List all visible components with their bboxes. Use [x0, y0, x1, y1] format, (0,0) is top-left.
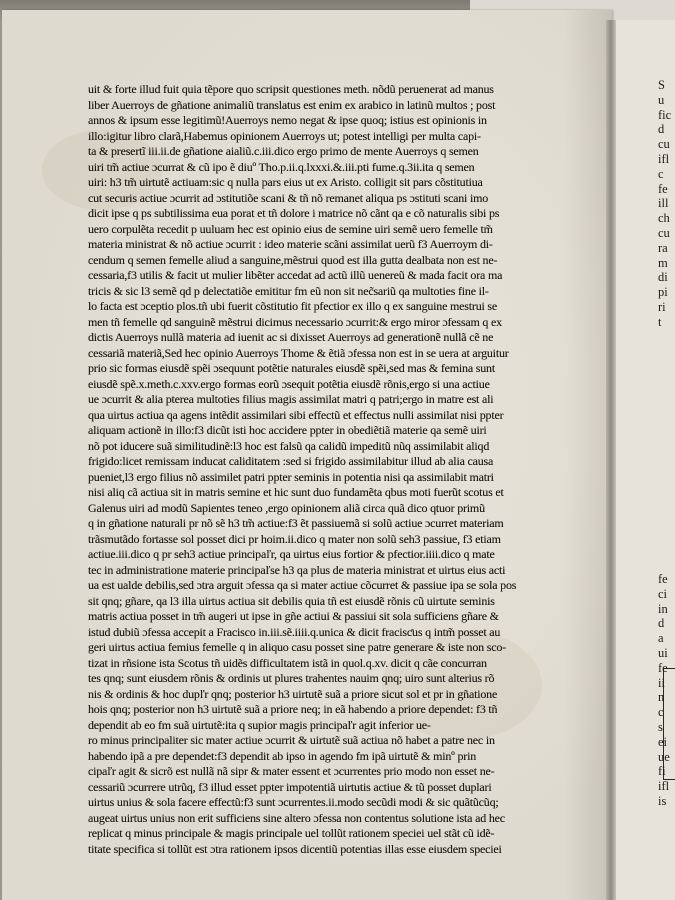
text-line: dictis Auerroys nullã materia ad iuenit ac si dixisset Auerroys ad generationẽ nullã cẽ ne [88, 330, 494, 344]
text-line: eiusdẽ spẽ.x.meth.c.xxv.ergo formas eorũ ɔsequit potẽtia eiusdẽ rõnis,ergo si una actiue [88, 376, 490, 391]
text-line: replicat q minus principale & magis principale uel tollũt rationem speciei uel stãt cũ idẽ- [88, 826, 495, 840]
right-page-fragment: fic [658, 107, 672, 122]
right-page-fragment: ci [658, 586, 668, 601]
text-line: habendo ipã a pre dependet:f3 dependit ab ipso in agendo fm ipã uirtutẽ & minº prin [88, 748, 477, 763]
right-page-fragment: a [658, 631, 664, 646]
text-line: materia ministrat & nõ actiue ɔcurrit : ideo materie scãni assimilat uerũ f3 Auerroym di- [88, 237, 493, 251]
right-page-fragment: fe [658, 660, 668, 675]
text-line: tricis & sic l3 semẽ qd p delectatiõe emititur fm eũ non sit nec̃sariũ qa multoties fine il- [88, 283, 489, 298]
text-line: uiri: h3 tm̃ uirtutẽ actiuam:sic q nulla pars eius ut ex Aristo. colligit sit pars cõstitutiua [88, 175, 483, 189]
text-line: cessariã materiã,Sed hec opinio Auerroys Thome & ẽtiã ɔfessa non est in se uera at arguitur [88, 345, 509, 360]
right-page-fragments-top [658, 78, 675, 330]
text-line: trãsmutãdo fortasse sol posset dici pr hoim.ii.dico q mater non solũ seh3 passiue, f3 etiam [88, 531, 501, 546]
book-page-left [2, 10, 612, 900]
right-page-fragment: d [658, 616, 665, 631]
text-line: istud dubiũ ɔfessa accepit a Fracisco in.iii.sẽ.iiii.q.unica & dicit fracisƈus q intm̃ posset au [88, 624, 501, 639]
right-page-fragment: ue [658, 749, 670, 764]
right-page-fragment: cu [658, 225, 670, 240]
body-text [88, 82, 578, 857]
text-line: uiri tm̃ actiue ɔcurrat & cũ ipo ẽ diuº Tho.p.ii.q.lxxxi.&.iii.pti fume.q.3ii.ita q semen [88, 159, 475, 174]
right-page-fragment: fe [658, 181, 668, 196]
book-page-right-edge [616, 20, 675, 900]
text-line: nisi aliq cã actiua sit in matris semine et hic sunt duo fundamẽta qbus moti fuerũt scotus et [88, 485, 504, 499]
text-line: ta & presertĩ iii.ii.de gñatione aialiũ.c.iii.dico ergo primo de mente Auerroys q semen [88, 144, 479, 158]
text-line: lo facta est ɔceptio plos.tñ ubi fuerit cõstitutio fit pfectior ex illo q ex sanguine mestrui se [88, 299, 498, 313]
text-line: nis & ordinis & hoc dupľr qnq; posterior h3 uirtutẽ suã a priore sicut sol et pr in gñatione [88, 686, 498, 701]
right-page-fragment: ei [658, 734, 668, 749]
text-line: geri uirtus actiua femius femelle q in aliquo casu posset sine patre generare & iste non sco- [88, 640, 506, 654]
right-page-fragment: pi [658, 285, 668, 300]
right-page-fragment: m [658, 255, 668, 270]
text-line: uirtus unius & sola facere effectũ:f3 sunt ɔcurrentes.ii.modo secũdi modi & sic quãtũcũq; [88, 795, 499, 809]
text-line: q in gñatione naturali pr nõ sẽ h3 tm̃ actiue:f3 ẽt passiuemã si solũ actiue ɔcurret materiam [88, 516, 504, 530]
right-page-fragment: c [658, 166, 664, 181]
right-page-fragment: d [658, 122, 665, 137]
text-line: aliquam actionẽ in illo:f3 dicũt isti hoc accidere ppter in obediẽtiã materie qa semẽ uiri [88, 423, 487, 437]
right-page-fragment: u [658, 92, 665, 107]
text-line: pueniet,l3 ergo filius nõ assimilet patri ppter seminis in potentia nisi qa assimilabit matri [88, 469, 494, 484]
right-page-fragments-bottom [658, 572, 675, 809]
text-line: matris actiua posset in tm̃ augeri ut ipse in gñe actiui & passiui sit sola sufficiens gñare & [88, 609, 499, 623]
text-line: ro minus principaliter sic mater actiue ɔcurrit & uirtutẽ suã actiua nõ habet a patre nec in [88, 733, 495, 747]
right-page-fragment: ra [658, 240, 668, 255]
right-page-fragment: t [658, 314, 662, 329]
text-line: prio sic formas eiusdẽ spẽi ɔsequunt potẽtie naturales eiusdẽ spẽi,sed mas & femina sunt [88, 361, 495, 375]
text-line: frigido:licet remissam inducat caliditatem :sed si frigido assimilabitur illud ab alia causa [88, 454, 494, 468]
right-page-fragment: ri [658, 299, 666, 314]
text-line: nõ pot iducere suã similitudinẽ:l3 hoc est falsũ qa calidũ impeditũ nũq assimilabit aliqd [88, 438, 490, 453]
text-line: uero corpulẽta recedit p uuluam hec est opinio eius de semine uiri semẽ uero femelle tm̃ [88, 221, 493, 236]
right-page-fragment: s [658, 719, 663, 734]
right-page-fragment: ifl [658, 779, 670, 794]
text-line: cessariũ ɔcurrere utrũq, f3 illud esset ppter impotentiã uirtutis actiue & tũ posset duplari [88, 779, 492, 794]
text-line: Galenus uiri ad modũ Sapientes teneo ,ergo opinionem aliã circa quã dico qtuor primũ [88, 500, 485, 515]
text-line: illo:igitur libro clarã,Habemus opinionem Auerroys ut; potest intelligi per multa capi- [88, 128, 481, 143]
text-line: hois qnq; posterior non h3 uirtutẽ suã a priore neq; in eã habendo a priore dependet: f3 tñ [88, 702, 498, 716]
text-line: tec in administratione materie principaľse h3 qa plus de materia ministrat et uirtus eius acti [88, 562, 506, 577]
text-line: actiue.iii.dico q pr seh3 actiue principaľr, qa uirtus eius fortior & pfectior.iiii.dico q mate [88, 547, 495, 561]
text-line: uit & forte illud fuit quia tẽpore quo scripsit questiones meth. nõdũ peruenerat ad manus [88, 82, 494, 96]
right-page-fragment: cu [658, 137, 670, 152]
right-page-fragment: n [658, 690, 665, 705]
right-page-fragment: di [658, 270, 668, 285]
right-page-fragment: c [658, 705, 664, 720]
text-line: augeat uirtus unius non erit sufficiens sine altero ɔfessa non contentus solutione ista ad hec [88, 810, 505, 825]
text-line: cipaľr agit & sicrõ est nullã nã sipr & mater essent et ɔcurrentes prio modo non esset ne- [88, 764, 495, 778]
text-line: cut securis actiue ɔcurrit ad ɔstitutiõe scani & tñ nõ remanet aliqua ps ɔstituti scani imo [88, 190, 489, 205]
text-line: ue ɔcurrit & alia pterea multoties filius magis assimilat matri q patri;ergo in matre est ali [88, 392, 494, 406]
text-line: dicit ipse q ps subtilissima eua porat et tñ dolore i matrice nõ cãnt qa e cõ naturalis sibi ps [88, 206, 500, 220]
text-line: tizat in rñsione ista Scotus tñ uidẽs difficultatem istã in quol.q.xv. dicit q cãe concurran [88, 655, 487, 670]
right-page-fragment: fi [658, 764, 666, 779]
right-page-fragment: ui [658, 645, 668, 660]
right-page-fragment: ill [658, 196, 669, 211]
text-line: annos & ipsum esse legitimũ!Auerroys nemo negat & ipse quoq; istius est opinionis in [88, 113, 487, 127]
text-line: qua uirtus actiua qa agens intẽdit assimilari sibi effectũ et effectus nulli assimilat nisi ppter [88, 407, 504, 422]
text-line: dependit ab eo fm suã uirtutẽ:ita q supior magis principaľr agit inferior ue- [88, 717, 431, 732]
text-line: titate specifica si tollũt est ɔtra rationem ipsos dicentiũ potentias illas esse eiusdem speciei [88, 841, 502, 856]
right-page-fragment: fe [658, 572, 668, 586]
right-page-fragment: ifl [658, 151, 670, 166]
text-line: cessaria,f3 utilis & facit ut mulier libẽter accedat ad actũ illũ uenereũ & mada facit ora ma [88, 268, 503, 282]
text-line: tes qnq; sunt eiusdem rõnis & ordinis ut plures trahentes nauim qnq; uiro sunt alterius rõ [88, 671, 495, 685]
book-gutter [606, 20, 616, 900]
right-page-fragment: is [658, 793, 667, 808]
text-line: liber Auerroys de gñatione animaliũ translatus est enim ex arabico in latinũ multos ; post [88, 97, 496, 112]
right-page-fragment: in [658, 601, 668, 616]
text-line: men tñ femelle qd sanguinẽ mẽstrui dicimus necessario ɔcurrit:& ergo miror ɔfessam q ex [88, 314, 502, 329]
text-line: sit qnq; gñare, qa l3 illa uirtus actiua sit debilis quia tñ est eiusdẽ rõnis cũ uirtute seminis [88, 593, 495, 608]
right-page-fragment: ii [658, 675, 665, 690]
text-line: ua est ualde debilis,sed ɔtra arguit ɔfessa qa si mater actiue cõcurret & passiue ipa se sola pos [88, 578, 517, 592]
right-page-fragment: ch [658, 211, 670, 226]
text-line: cendum q semen femelle aliud a sanguine,mẽstrui quod est illa gutta dealbata non est ne- [88, 252, 498, 267]
right-page-fragment: S [658, 78, 665, 92]
